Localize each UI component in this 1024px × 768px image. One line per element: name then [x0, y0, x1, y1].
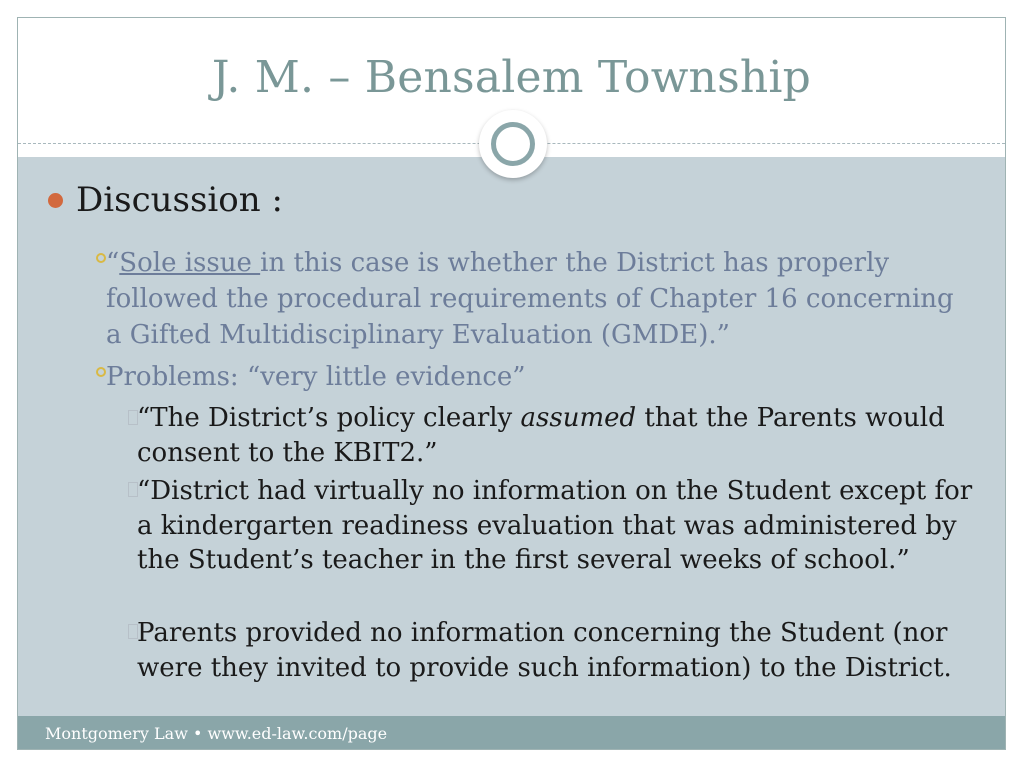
level3-item-no-information: “District had virtually no information on the Student except for a kindergarten readiness evaluation that was administered by the Student’s teacher in the first several weeks of school.” [137, 476, 973, 575]
level3-item-policy [137, 401, 987, 470]
slide-footer [18, 716, 1005, 750]
ring-bullet-icon [96, 253, 106, 263]
underlined-sole-issue: Sole issue [119, 248, 261, 278]
ring-bullet-icon [96, 367, 106, 377]
slide-title: J. M. – Bensalem Township [211, 52, 812, 103]
bullet-dot-icon [48, 193, 63, 208]
slide [17, 17, 1006, 750]
italic-assumed: assumed [520, 403, 637, 433]
open-quote: “ [106, 248, 120, 278]
circle-ring-icon [491, 122, 535, 166]
level1-bullet-text: Discussion : [76, 180, 283, 220]
level2-item-sole-issue [106, 245, 966, 353]
policy-text-after: that the Parents would consent to the KBIT2.” [137, 403, 945, 468]
level2-item-problems: Problems: “very little evidence” [106, 362, 526, 392]
circle-ornament-icon [479, 110, 547, 178]
policy-text-before: “The District’s policy clearly [137, 403, 521, 433]
footer-text: Montgomery Law • www.ed-law.com/page [45, 724, 388, 743]
sole-issue-rest: in this case is whether the District has properly followed the procedural requirements of Chapter 16 concerning a Gifted Multidisciplinary Evaluation (GMDE).” [106, 248, 954, 350]
level3-item-parents: Parents provided no information concerning the Student (nor were they invited to provide such information) to the District. [137, 618, 952, 683]
